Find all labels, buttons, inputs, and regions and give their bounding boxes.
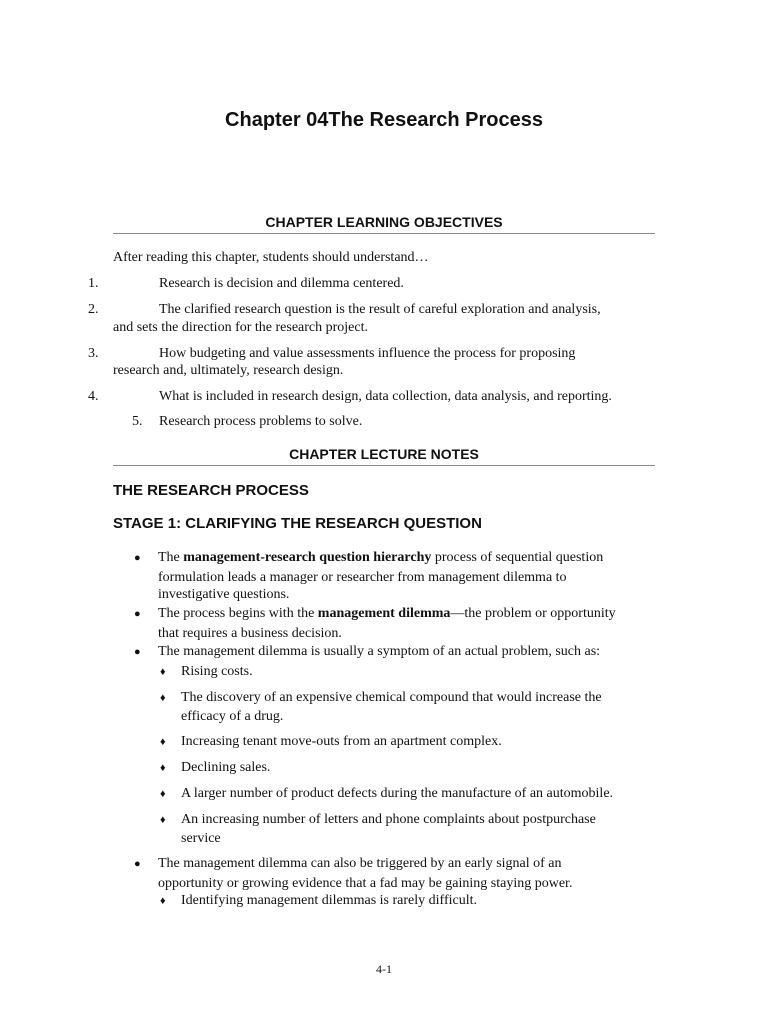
objective-number: 4. — [88, 389, 99, 404]
bullet-text: The management-research question hierarchy process of sequential question — [158, 550, 604, 565]
sub-bullet-text: An increasing number of letters and phone complaints about postpurchase — [181, 812, 596, 827]
objective-number: 1. — [88, 276, 99, 291]
bullet-text: The process begins with the management dilemma—the problem or opportunity — [158, 606, 616, 621]
diamond-bullet-icon: ♦ — [160, 788, 166, 800]
sub-bullet-text: A larger number of product defects during the manufacture of an automobile. — [181, 786, 614, 801]
diamond-bullet-icon: ♦ — [160, 736, 166, 748]
objective-text: Research is decision and dilemma centered. — [159, 276, 404, 291]
bullet-text-continued: that requires a business decision. — [158, 626, 342, 641]
sub-bullet-text: Increasing tenant move-outs from an apartment complex. — [181, 734, 502, 749]
objective-text-continued: and sets the direction for the research project. — [113, 320, 369, 335]
lecture-notes-rule — [113, 465, 655, 466]
bullet-text-continued: investigative questions. — [158, 587, 290, 602]
research-process-heading: THE RESEARCH PROCESS — [113, 482, 309, 499]
diamond-bullet-icon: ♦ — [160, 762, 166, 774]
bullet-text: The management dilemma can also be triggered by an early signal of an — [158, 856, 562, 871]
learning-objectives-heading: CHAPTER LEARNING OBJECTIVES — [265, 214, 503, 230]
bullet-icon: ● — [134, 646, 141, 658]
bullet-text-continued: opportunity or growing evidence that a fad may be gaining staying power. — [158, 876, 573, 891]
objective-text-continued: research and, ultimately, research design. — [113, 363, 344, 378]
diamond-bullet-icon: ♦ — [160, 814, 166, 826]
diamond-bullet-icon: ♦ — [160, 666, 166, 678]
page-title: Chapter 04The Research Process — [225, 109, 543, 131]
bullet-text: The management dilemma is usually a symptom of an actual problem, such as: — [158, 644, 601, 659]
objective-number: 5. — [132, 414, 143, 429]
bullet-icon: ● — [134, 858, 141, 870]
page-number: 4-1 — [376, 962, 392, 976]
sub-bullet-text-continued: service — [181, 831, 221, 846]
sub-bullet-text: Declining sales. — [181, 760, 271, 775]
objective-text: Research process problems to solve. — [159, 414, 363, 429]
bullet-icon: ● — [134, 608, 141, 620]
stage-1-heading: STAGE 1: CLARIFYING THE RESEARCH QUESTION — [113, 515, 482, 532]
lecture-notes-heading: CHAPTER LECTURE NOTES — [289, 446, 479, 462]
objective-number: 3. — [88, 346, 99, 361]
sub-bullet-text: Rising costs. — [181, 664, 253, 679]
objective-text: What is included in research design, data collection, data analysis, and reporting. — [159, 389, 612, 404]
objectives-intro: After reading this chapter, students should understand… — [113, 250, 429, 265]
objective-number: 2. — [88, 302, 99, 317]
bullet-text-continued: formulation leads a manager or researcher from management dilemma to — [158, 570, 567, 585]
objective-text: The clarified research question is the result of careful exploration and analysis, — [159, 302, 601, 317]
bullet-icon: ● — [134, 552, 141, 564]
sub-bullet-text-continued: efficacy of a drug. — [181, 709, 284, 724]
sub-bullet-text: The discovery of an expensive chemical compound that would increase the — [181, 690, 602, 705]
objective-text: How budgeting and value assessments influence the process for proposing — [159, 346, 576, 361]
sub-bullet-text: Identifying management dilemmas is rarely difficult. — [181, 893, 477, 908]
diamond-bullet-icon: ♦ — [160, 692, 166, 704]
objectives-rule — [113, 233, 655, 234]
diamond-bullet-icon: ♦ — [160, 895, 166, 907]
